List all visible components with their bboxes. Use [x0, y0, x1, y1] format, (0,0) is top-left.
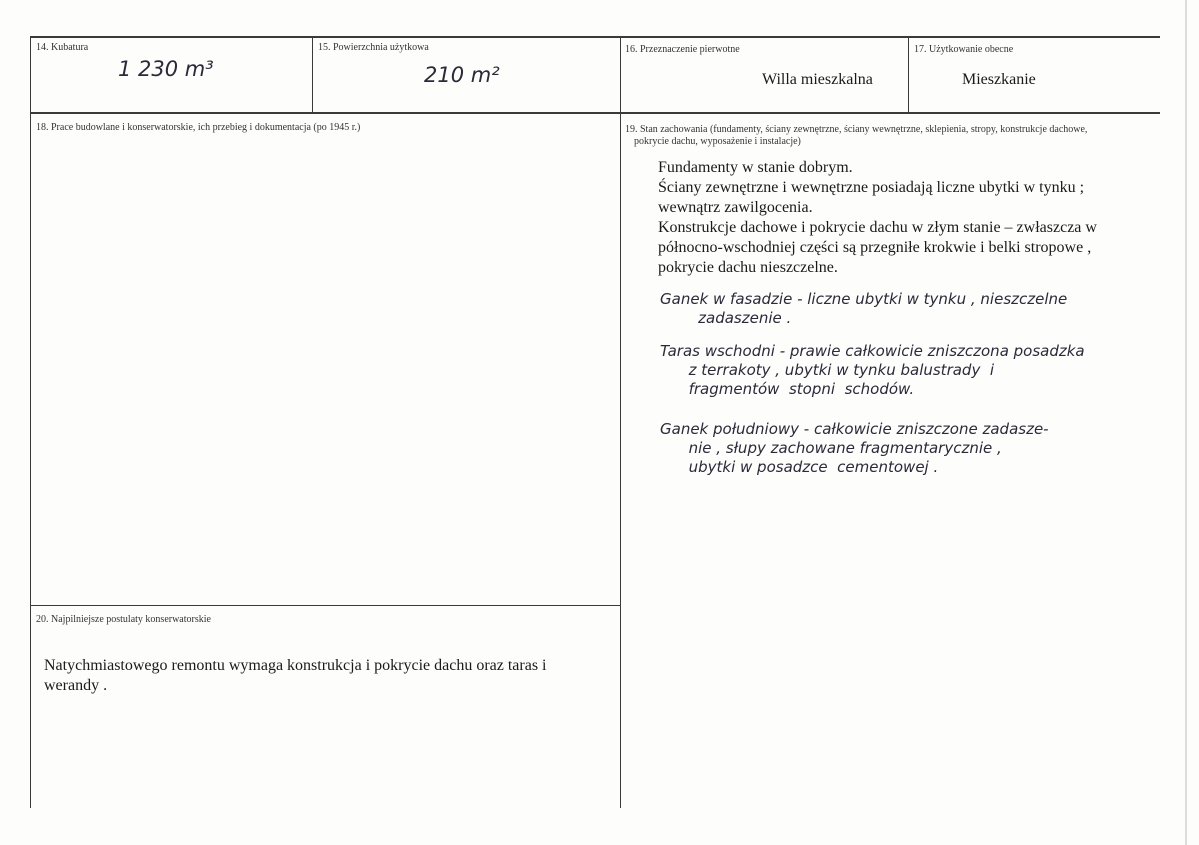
kubatura-label: 14. Kubatura — [36, 42, 89, 53]
text-line: pokrycie dachu nieszczelne. — [658, 259, 838, 276]
powierzchnia-label: 15. Powierzchnia użytkowa — [318, 42, 429, 53]
stan-typed-text — [658, 158, 1097, 278]
stan-label: 19. Stan zachowania (fundamenty, ściany zewnętrzne, ściany wewnętrzne, sklepienia, stropy, konstrukcje dachowe, — [625, 124, 1088, 135]
handwritten-note: Ganek południowy - całkowicie zniszczone zadasze- nie , słupy zachowane fragmentarycznie , ubytki w posadzce cementowej . — [660, 420, 1049, 476]
kubatura-value: 1 230 m³ — [118, 57, 214, 81]
divider — [908, 36, 909, 112]
przeznaczenie-value: Willa mieszkalna — [762, 71, 873, 88]
divider — [30, 36, 1160, 38]
handwritten-note: Taras wschodni - prawie całkowicie zniszczona posadzka z terrakoty , ubytki w tynku balustrady i fragmentów stopni schodów. — [660, 342, 1085, 398]
uzytkowanie-value: Mieszkanie — [962, 71, 1036, 88]
text-line: Ściany zewnętrzne i wewnętrzne posiadają liczne ubytki w tynku ; — [658, 179, 1085, 196]
uzytkowanie-label: 17. Użytkowanie obecne — [914, 44, 1014, 55]
text-line: północno-wschodniej części są przegniłe krokwie i belki stropowe , — [658, 239, 1092, 256]
prace-label: 18. Prace budowlane i konserwatorskie, ich przebieg i dokumentacja (po 1945 r.) — [36, 122, 361, 133]
postulaty-value — [44, 656, 547, 696]
divider — [30, 112, 1160, 114]
text-line: wewnątrz zawilgocenia. — [658, 199, 813, 216]
divider — [312, 36, 313, 112]
powierzchnia-value: 210 m² — [424, 63, 500, 87]
text-line: werandy . — [44, 677, 108, 694]
postulaty-label: 20. Najpilniejsze postulaty konserwatorskie — [36, 614, 211, 625]
paper-edge — [1185, 0, 1187, 845]
text-line: Fundamenty w stanie dobrym. — [658, 159, 853, 176]
text-line: Konstrukcje dachowe i pokrycie dachu w złym stanie – zwłaszcza w — [658, 219, 1097, 236]
handwritten-note: Ganek w fasadzie - liczne ubytki w tynku , nieszczelne zadaszenie . — [660, 290, 1068, 327]
divider — [30, 36, 31, 808]
przeznaczenie-label: 16. Przeznaczenie pierwotne — [625, 44, 740, 55]
text-line: Natychmiastowego remontu wymaga konstrukcja i pokrycie dachu oraz taras i — [44, 657, 547, 674]
divider — [620, 36, 621, 808]
stan-label-2: pokrycie dachu, wyposażenie i instalacje) — [634, 136, 801, 147]
divider — [30, 605, 620, 606]
